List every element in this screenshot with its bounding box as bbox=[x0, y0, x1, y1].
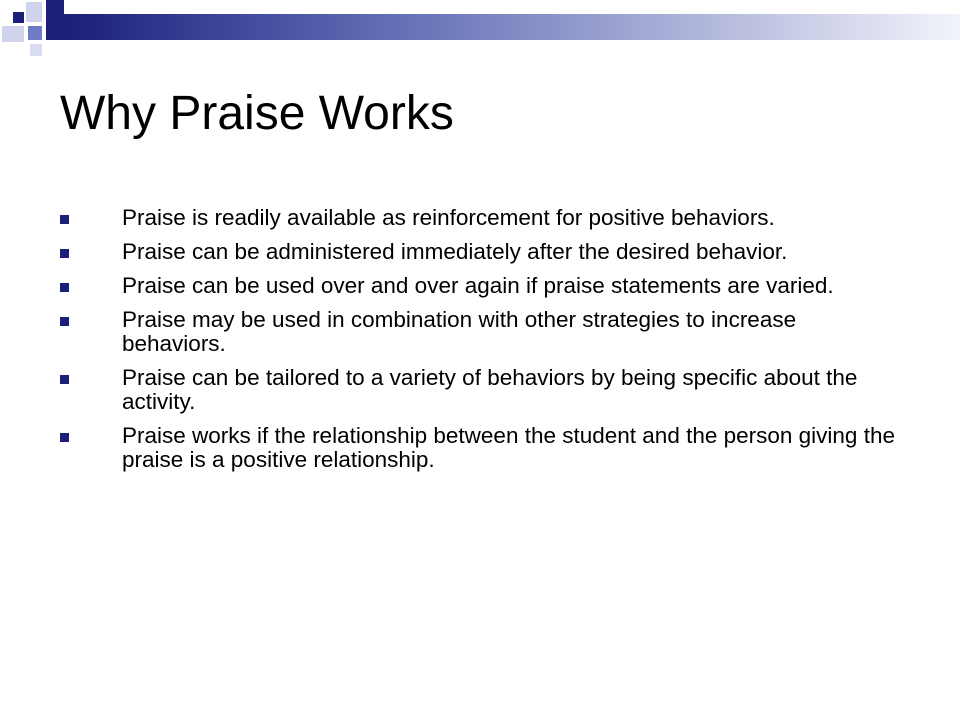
bullet-text: Praise is readily available as reinforcement for positive behaviors. bbox=[122, 205, 775, 230]
slide-title: Why Praise Works bbox=[60, 87, 454, 140]
bullet-list bbox=[60, 206, 900, 482]
square-bullet-icon bbox=[60, 375, 69, 384]
decor-square bbox=[13, 12, 24, 23]
bullet-item bbox=[60, 424, 900, 472]
bullet-item bbox=[60, 274, 900, 298]
bullet-text: Praise may be used in combination with other strategies to increase behaviors. bbox=[122, 307, 797, 356]
decor-square bbox=[46, 0, 64, 40]
bullet-item bbox=[60, 206, 900, 230]
square-bullet-icon bbox=[60, 433, 69, 442]
bullet-item bbox=[60, 308, 900, 356]
bullet-text: Praise can be tailored to a variety of behaviors by being specific about the activity. bbox=[122, 365, 858, 414]
bullet-text: Praise can be administered immediately after the desired behavior. bbox=[122, 239, 788, 264]
square-bullet-icon bbox=[60, 249, 69, 258]
square-bullet-icon bbox=[60, 283, 69, 292]
decor-square bbox=[26, 2, 42, 22]
decor-square bbox=[30, 44, 42, 56]
decor-square bbox=[2, 26, 24, 42]
bullet-item bbox=[60, 240, 900, 264]
square-bullet-icon bbox=[60, 317, 69, 326]
bullet-text: Praise can be used over and over again if praise statements are varied. bbox=[122, 273, 834, 298]
bullet-text: Praise works if the relationship between the student and the person giving the praise is a positive relationship. bbox=[122, 423, 895, 472]
square-bullet-icon bbox=[60, 215, 69, 224]
header-gradient-bar bbox=[64, 14, 960, 40]
bullet-item bbox=[60, 366, 900, 414]
decor-square bbox=[28, 26, 42, 40]
